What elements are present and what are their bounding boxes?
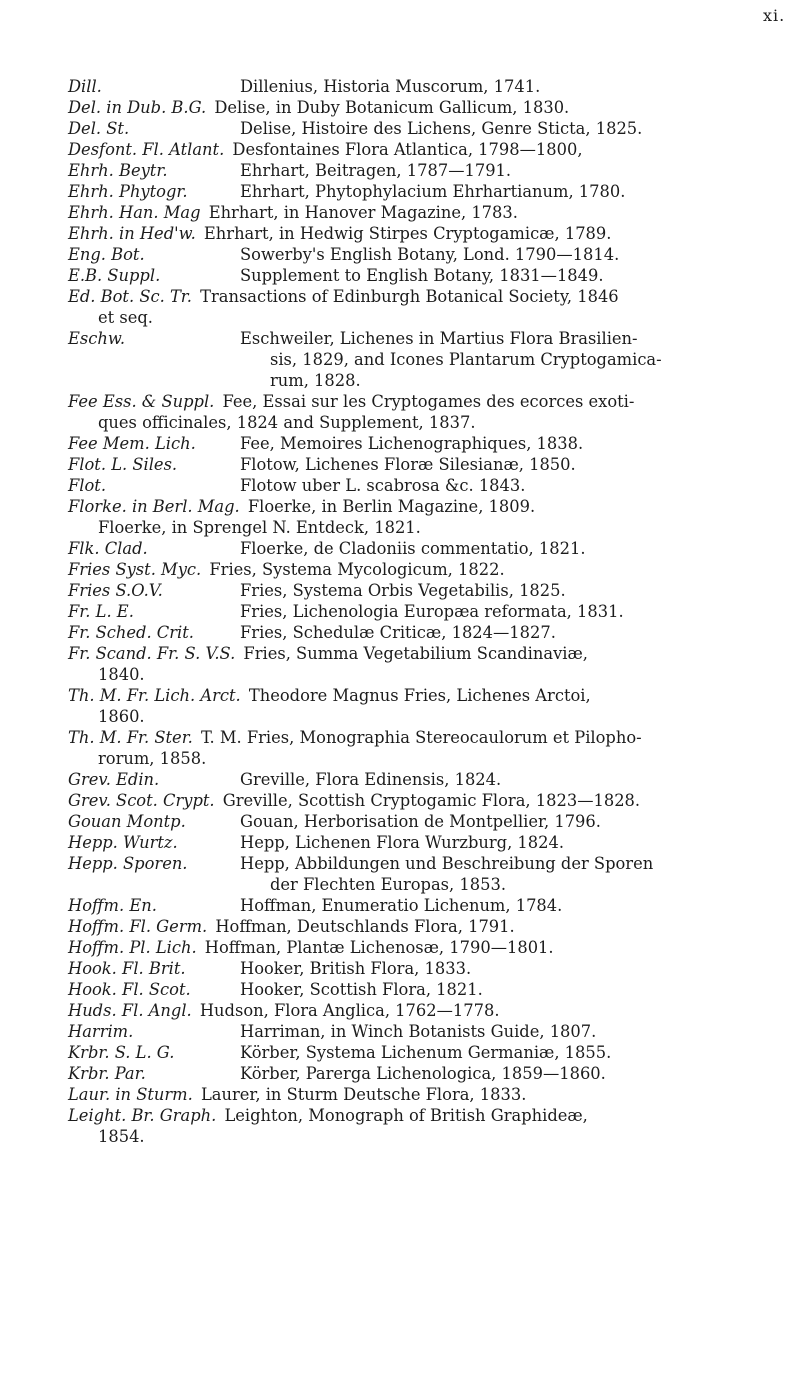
abbreviation-entry — [0, 1021, 800, 1042]
abbreviation-term: Hoffm. En. — [68, 896, 157, 915]
abbreviation-term: Dill. — [68, 77, 102, 96]
abbreviation-definition: Fee, Memoires Lichenographiques, 1838. — [240, 434, 584, 453]
abbreviation-definition: Körber, Systema Lichenum Germaniæ, 1855. — [240, 1043, 612, 1062]
abbreviation-entry — [0, 1084, 800, 1105]
abbreviation-entry — [0, 454, 800, 475]
definition-continuation: rorum, 1858. — [98, 749, 207, 768]
definition-continuation: Floerke, in Sprengel N. Entdeck, 1821. — [98, 518, 421, 537]
abbreviation-term: Harrim. — [68, 1022, 134, 1041]
abbreviation-term: Hook. Fl. Brit. — [68, 959, 186, 978]
definition-continuation: 1854. — [98, 1127, 145, 1146]
abbreviation-entry — [0, 160, 800, 181]
abbreviation-term: Krbr. Par. — [68, 1064, 146, 1083]
abbreviation-term: Eng. Bot. — [68, 245, 145, 264]
abbreviation-term: Fries Syst. Myc. — [68, 560, 202, 579]
abbreviation-entry — [0, 643, 800, 685]
abbreviation-list — [0, 76, 800, 1147]
definition-continuation: et seq. — [98, 308, 153, 327]
abbreviation-definition: Flotow uber L. scabrosa &c. 1843. — [240, 476, 526, 495]
definition-continuation: sis, 1829, and Icones Plantarum Cryptogamica- — [270, 350, 662, 369]
abbreviation-definition: T. M. Fries, Monographia Stereocaulorum et Pilopho- — [201, 728, 642, 747]
abbreviation-definition: Hoffman, Deutschlands Flora, 1791. — [215, 917, 515, 936]
abbreviation-definition: Desfontaines Flora Atlantica, 1798—1800, — [232, 140, 583, 159]
definition-continuation: der Flechten Europas, 1853. — [270, 875, 506, 894]
abbreviation-term: Ehrh. Phytogr. — [68, 182, 188, 201]
abbreviation-term: Eschw. — [68, 329, 126, 348]
abbreviation-definition: Flotow, Lichenes Floræ Silesianæ, 1850. — [240, 455, 576, 474]
abbreviation-term: Fr. Sched. Crit. — [68, 623, 194, 642]
abbreviation-definition: Greville, Flora Edinensis, 1824. — [240, 770, 502, 789]
abbreviation-definition: Fries, Summa Vegetabilium Scandinaviæ, — [243, 644, 588, 663]
abbreviation-definition: Ehrhart, in Hanover Magazine, 1783. — [208, 203, 518, 222]
abbreviation-entry — [0, 916, 800, 937]
abbreviation-entry — [0, 1063, 800, 1084]
abbreviation-definition: Fee, Essai sur les Cryptogames des ecorces exoti- — [222, 392, 635, 411]
abbreviation-definition: Leighton, Monograph of British Graphideæ, — [224, 1106, 588, 1125]
abbreviation-entry — [0, 202, 800, 223]
abbreviation-entry — [0, 118, 800, 139]
abbreviation-entry — [0, 328, 800, 391]
abbreviation-entry — [0, 769, 800, 790]
abbreviation-term: Hoffm. Pl. Lich. — [68, 938, 197, 957]
definition-continuation: 1840. — [98, 665, 145, 684]
abbreviation-entry — [0, 685, 800, 727]
abbreviation-entry — [0, 223, 800, 244]
abbreviation-definition: Hepp, Lichenen Flora Wurzburg, 1824. — [240, 833, 565, 852]
abbreviation-entry — [0, 727, 800, 769]
abbreviation-definition: Hepp, Abbildungen und Beschreibung der Sporen — [240, 854, 654, 873]
abbreviation-term: Flot. — [68, 476, 107, 495]
abbreviation-term: Hepp. Sporen. — [68, 854, 188, 873]
abbreviation-term: Ehrh. in Hed'w. — [68, 224, 196, 243]
abbreviation-term: Fee Ess. & Suppl. — [68, 392, 215, 411]
abbreviation-term: Ehrh. Han. Mag — [68, 203, 201, 222]
abbreviation-term: Laur. in Sturm. — [68, 1085, 193, 1104]
abbreviation-definition: Ehrhart, Beitragen, 1787—1791. — [240, 161, 512, 180]
abbreviation-entry — [0, 538, 800, 559]
abbreviation-term: Gouan Montp. — [68, 812, 186, 831]
abbreviation-entry — [0, 937, 800, 958]
abbreviation-entry — [0, 832, 800, 853]
abbreviation-definition: Floerke, in Berlin Magazine, 1809. — [247, 497, 536, 516]
abbreviation-definition: Hoffman, Plantæ Lichenosæ, 1790—1801. — [204, 938, 554, 957]
abbreviation-entry — [0, 433, 800, 454]
abbreviation-term: Leight. Br. Graph. — [68, 1106, 217, 1125]
abbreviation-definition: Greville, Scottish Cryptogamic Flora, 1823—1828. — [222, 791, 641, 810]
abbreviation-definition: Dillenius, Historia Muscorum, 1741. — [240, 77, 541, 96]
abbreviation-entry — [0, 286, 800, 328]
definition-continuation: rum, 1828. — [270, 371, 361, 390]
abbreviation-term: Krbr. S. L. G. — [68, 1043, 175, 1062]
abbreviation-definition: Hooker, Scottish Flora, 1821. — [240, 980, 483, 999]
page-number: xi. — [763, 6, 786, 25]
abbreviation-entry — [0, 244, 800, 265]
abbreviation-entry — [0, 811, 800, 832]
abbreviation-term: Grev. Edin. — [68, 770, 160, 789]
abbreviation-definition: Hudson, Flora Anglica, 1762—1778. — [199, 1001, 500, 1020]
abbreviation-definition: Fries, Schedulæ Criticæ, 1824—1827. — [240, 623, 556, 642]
abbreviation-entry — [0, 391, 800, 433]
abbreviation-definition: Hoffman, Enumeratio Lichenum, 1784. — [240, 896, 563, 915]
abbreviation-definition: Supplement to English Botany, 1831—1849. — [240, 266, 604, 285]
abbreviation-definition: Theodore Magnus Fries, Lichenes Arctoi, — [248, 686, 591, 705]
abbreviation-term: Fr. Scand. Fr. S. V.S. — [68, 644, 236, 663]
abbreviation-entry — [0, 895, 800, 916]
abbreviation-term: Th. M. Fr. Lich. Arct. — [68, 686, 241, 705]
abbreviation-term: Fr. L. E. — [68, 602, 134, 621]
abbreviation-definition: Gouan, Herborisation de Montpellier, 1796. — [240, 812, 601, 831]
abbreviation-entry — [0, 97, 800, 118]
abbreviation-entry — [0, 265, 800, 286]
definition-continuation: 1860. — [98, 707, 145, 726]
abbreviation-entry — [0, 790, 800, 811]
abbreviation-entry — [0, 76, 800, 97]
abbreviation-term: Grev. Scot. Crypt. — [68, 791, 215, 810]
abbreviation-term: Ed. Bot. Sc. Tr. — [68, 287, 192, 306]
definition-continuation: ques officinales, 1824 and Supplement, 1837. — [98, 413, 476, 432]
abbreviation-term: Del. St. — [68, 119, 130, 138]
abbreviation-term: Fries S.O.V. — [68, 581, 163, 600]
abbreviation-entry — [0, 496, 800, 538]
abbreviation-definition: Delise, Histoire des Lichens, Genre Sticta, 1825. — [240, 119, 643, 138]
abbreviation-term: Florke. in Berl. Mag. — [68, 497, 240, 516]
abbreviation-entry — [0, 979, 800, 1000]
abbreviation-term: Hoffm. Fl. Germ. — [68, 917, 208, 936]
abbreviation-definition: Hooker, British Flora, 1833. — [240, 959, 472, 978]
abbreviation-term: Hook. Fl. Scot. — [68, 980, 191, 999]
abbreviation-entry — [0, 559, 800, 580]
abbreviation-definition: Delise, in Duby Botanicum Gallicum, 1830. — [214, 98, 570, 117]
abbreviation-entry — [0, 181, 800, 202]
abbreviation-definition: Floerke, de Cladoniis commentatio, 1821. — [240, 539, 586, 558]
abbreviation-definition: Fries, Systema Orbis Vegetabilis, 1825. — [240, 581, 566, 600]
abbreviation-entry — [0, 1000, 800, 1021]
abbreviation-definition: Transactions of Edinburgh Botanical Society, 1846 — [200, 287, 619, 306]
abbreviation-entry — [0, 580, 800, 601]
abbreviation-term: Hepp. Wurtz. — [68, 833, 178, 852]
abbreviation-entry — [0, 1105, 800, 1147]
abbreviation-entry — [0, 475, 800, 496]
abbreviation-term: Del. in Dub. B.G. — [68, 98, 207, 117]
abbreviation-term: Flot. L. Siles. — [68, 455, 178, 474]
abbreviation-definition: Fries, Lichenologia Europæa reformata, 1831. — [240, 602, 624, 621]
abbreviation-term: Flk. Clad. — [68, 539, 148, 558]
abbreviation-term: Huds. Fl. Angl. — [68, 1001, 192, 1020]
abbreviation-definition: Fries, Systema Mycologicum, 1822. — [209, 560, 505, 579]
abbreviation-definition: Harriman, in Winch Botanists Guide, 1807. — [240, 1022, 597, 1041]
abbreviation-definition: Laurer, in Sturm Deutsche Flora, 1833. — [200, 1085, 527, 1104]
abbreviation-entry — [0, 1042, 800, 1063]
abbreviation-definition: Sowerby's English Botany, Lond. 1790—1814. — [240, 245, 620, 264]
abbreviation-entry — [0, 853, 800, 895]
abbreviation-term: Ehrh. Beytr. — [68, 161, 168, 180]
abbreviation-definition: Ehrhart, Phytophylacium Ehrhartianum, 1780. — [240, 182, 626, 201]
abbreviation-term: E.B. Suppl. — [68, 266, 161, 285]
abbreviation-definition: Eschweiler, Lichenes in Martius Flora Brasilien- — [240, 329, 638, 348]
abbreviation-entry — [0, 622, 800, 643]
abbreviation-entry — [0, 958, 800, 979]
abbreviation-definition: Ehrhart, in Hedwig Stirpes Cryptogamicæ, 1789. — [203, 224, 612, 243]
abbreviation-term: Th. M. Fr. Ster. — [68, 728, 193, 747]
abbreviation-term: Fee Mem. Lich. — [68, 434, 196, 453]
abbreviation-term: Desfont. Fl. Atlant. — [68, 140, 225, 159]
abbreviation-entry — [0, 139, 800, 160]
abbreviation-definition: Körber, Parerga Lichenologica, 1859—1860. — [240, 1064, 606, 1083]
abbreviation-entry — [0, 601, 800, 622]
